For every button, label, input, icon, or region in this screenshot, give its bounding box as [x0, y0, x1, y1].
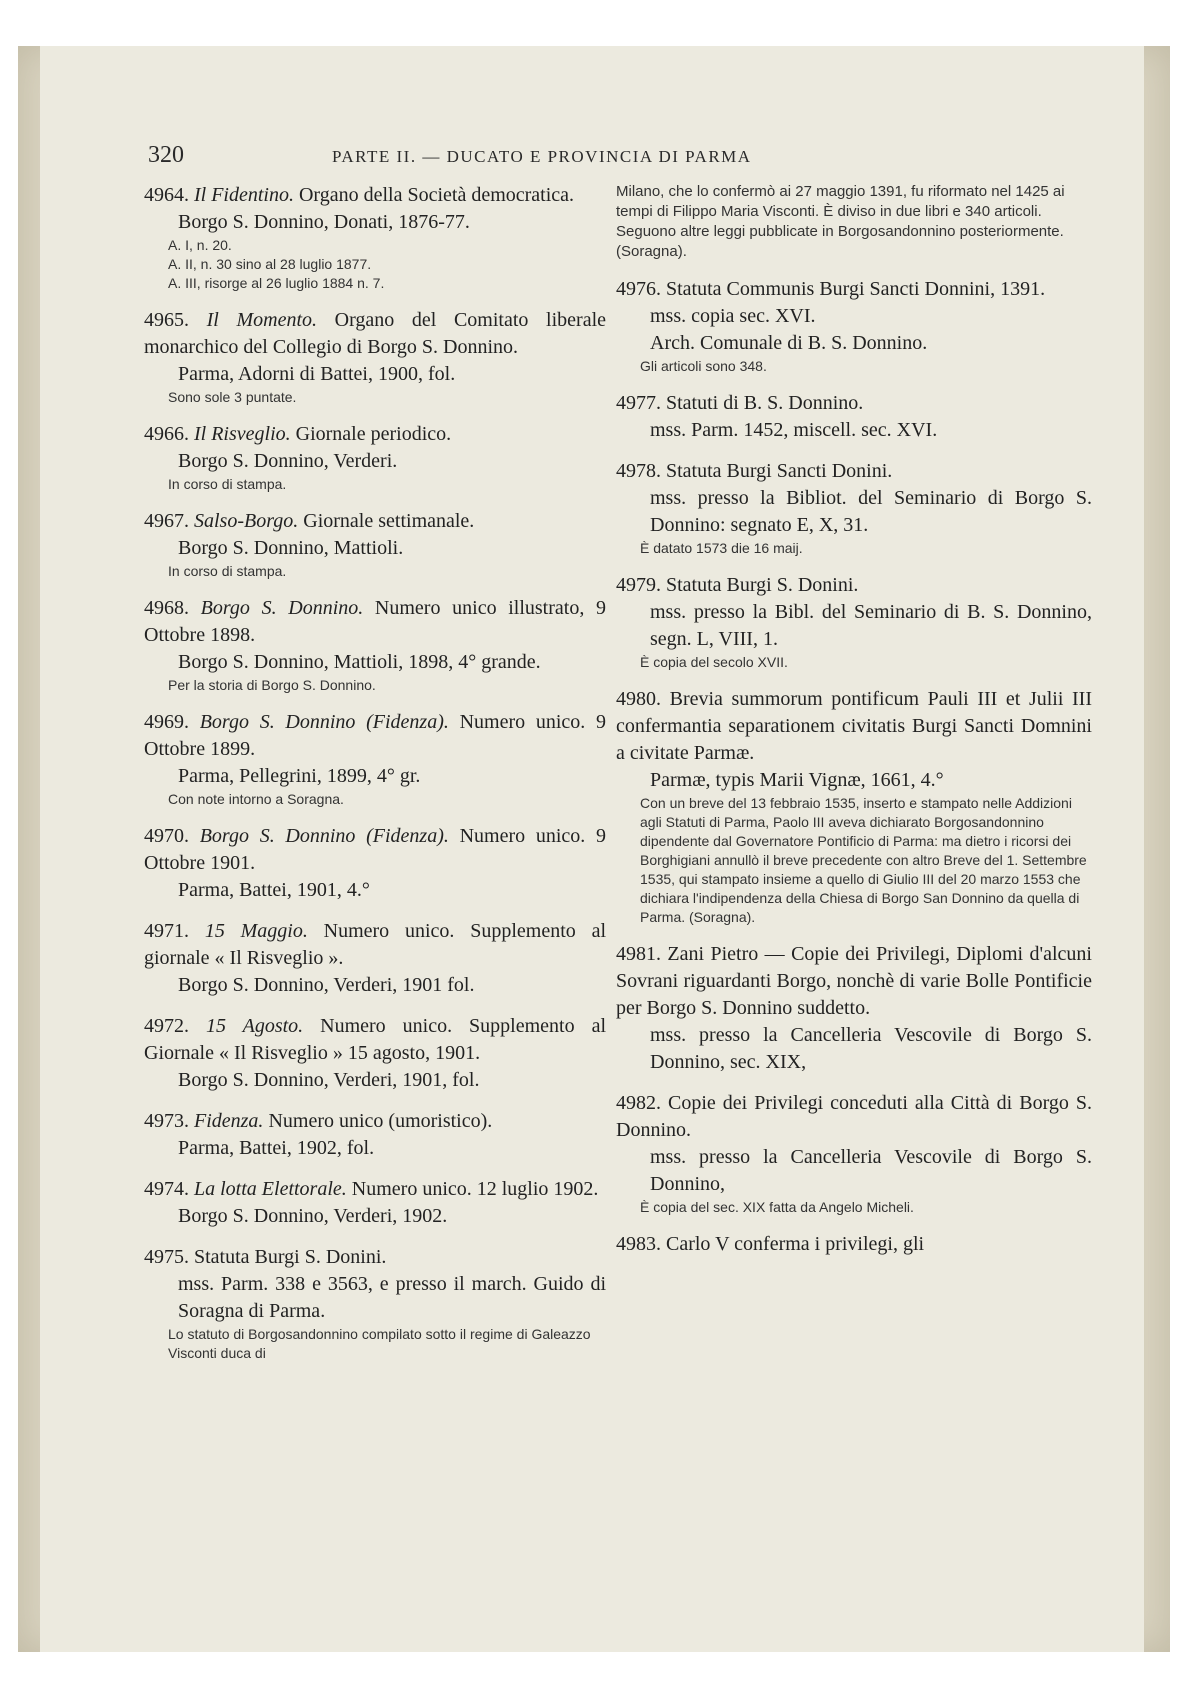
- entry-heading: [144, 1176, 606, 1203]
- entry-heading: [616, 1231, 1092, 1258]
- entry-text: Statuta Burgi S. Donini.: [666, 574, 859, 596]
- entry-number: 4965.: [144, 309, 189, 331]
- entry-imprint: Arch. Comunale di B. S. Donnino.: [650, 332, 928, 354]
- entry-heading: [144, 823, 606, 877]
- bibliography-entry: [144, 918, 606, 999]
- entry-heading: [144, 307, 606, 361]
- entry-title: Il Risveglio.: [194, 423, 291, 445]
- entry-text: Statuta Communis Burgi Sancti Donnini, 1391.: [666, 278, 1046, 300]
- entry-text: Organo della Società democratica.: [293, 184, 575, 206]
- entry-note: Lo statuto di Borgosandonnino compilato sotto il regime di Galeazzo Visconti duca di: [168, 1326, 591, 1361]
- entry-text: Numero unico. 9 Ottobre 1901.: [144, 825, 606, 874]
- left-column: [144, 182, 606, 1377]
- entry-note: Sono sole 3 puntate.: [168, 389, 297, 405]
- entry-text: Giornale periodico.: [290, 423, 452, 445]
- entry-number: 4983.: [616, 1233, 661, 1255]
- right-column: [616, 182, 1092, 1272]
- entry-note: Con note intorno a Soragna.: [168, 791, 344, 807]
- entry-imprint: Borgo S. Donnino, Verderi.: [178, 450, 398, 472]
- entry-imprint: Borgo S. Donnino, Verderi, 1901, fol.: [178, 1069, 480, 1091]
- entry-note: Con un breve del 13 febbraio 1535, inserto e stampato nelle Addizioni agli Statuti di Parma, Paolo III aveva dichiarato Borgosandonnino dipendente dal Governatore Pontificio di Parma: ma dietro i ricorsi dei Borghigiani annullò il breve precedente con altro Breve del 1. Settembre 1535, qui stampato insieme a quello di Giulio III del 20 marzo 1553 che dichiara l'indipendenza della Chiesa di Borgo San Donnino da quella di Parma. (Soragna).: [640, 795, 1087, 925]
- entry-heading: [616, 276, 1092, 303]
- bibliography-entry: [144, 307, 606, 407]
- entry-heading: [616, 1090, 1092, 1144]
- entry-heading: [144, 1013, 606, 1067]
- entry-title: Il Momento.: [206, 309, 318, 331]
- entry-heading: [616, 390, 1092, 417]
- entry-heading: [616, 458, 1092, 485]
- entry-note: È copia del sec. XIX fatta da Angelo Micheli.: [640, 1199, 914, 1215]
- entry-heading: [144, 421, 606, 448]
- entry-heading: [616, 686, 1092, 767]
- bibliography-entry: [144, 595, 606, 695]
- entry-note: In corso di stampa.: [168, 563, 287, 579]
- entry-text: Statuta Burgi S. Donini.: [194, 1246, 387, 1268]
- entry-number: 4979.: [616, 574, 661, 596]
- entry-heading: [144, 1244, 606, 1271]
- entry-text: Statuta Burgi Sancti Donini.: [666, 460, 893, 482]
- entry-note: Gli articoli sono 348.: [640, 358, 767, 374]
- bibliography-entry: [616, 686, 1092, 927]
- page-header: [40, 142, 1144, 172]
- entry-imprint: mss. copia sec. XVI.: [650, 305, 816, 327]
- entry-note: A. I, n. 20.: [168, 237, 232, 253]
- entry-number: 4975.: [144, 1246, 189, 1268]
- entry-number: 4977.: [616, 392, 661, 414]
- entry-imprint: Parma, Pellegrini, 1899, 4° gr.: [178, 765, 421, 787]
- entry-number: 4971.: [144, 920, 189, 942]
- entry-title: La lotta Elettorale.: [194, 1178, 347, 1200]
- entry-number: 4973.: [144, 1110, 189, 1132]
- bibliography-entry: [144, 1013, 606, 1094]
- entry-imprint: Borgo S. Donnino, Verderi, 1902.: [178, 1205, 448, 1227]
- entry-text: Carlo V conferma i privilegi, gli: [666, 1233, 925, 1255]
- running-title: PARTE II. — DUCATO E PROVINCIA DI PARMA: [332, 147, 752, 166]
- entry-title: Il Fidentino.: [194, 184, 294, 206]
- bibliography-entry: [616, 390, 1092, 444]
- entry-note: È datato 1573 die 16 maij.: [640, 540, 803, 556]
- page-number: 320: [148, 142, 184, 168]
- bibliography-entry: [144, 1108, 606, 1162]
- entry-number: 4967.: [144, 510, 189, 532]
- entry-imprint: Parmæ, typis Marii Vignæ, 1661, 4.°: [650, 769, 944, 791]
- bibliography-entry: [616, 1090, 1092, 1217]
- entry-number: 4980.: [616, 688, 661, 710]
- bibliography-entry: [144, 421, 606, 494]
- entry-number: 4966.: [144, 423, 189, 445]
- entry-imprint: Parma, Battei, 1902, fol.: [178, 1137, 375, 1159]
- entry-title: Fidenza.: [194, 1110, 264, 1132]
- bibliography-entry: [144, 709, 606, 809]
- entry-note: In corso di stampa.: [168, 476, 287, 492]
- entry-text: Numero unico. 12 luglio 1902.: [346, 1178, 599, 1200]
- entry-number: 4974.: [144, 1178, 189, 1200]
- entry-text: Numero unico (umoristico).: [263, 1110, 493, 1132]
- bibliography-entry: [616, 941, 1092, 1076]
- entry-imprint: Borgo S. Donnino, Mattioli, 1898, 4° grande.: [178, 651, 541, 673]
- entry-imprint: Borgo S. Donnino, Mattioli.: [178, 537, 404, 559]
- note-text: Milano, che lo confermò ai 27 maggio 1391, fu riformato nel 1425 ai tempi di Filippo Maria Visconti. È diviso in due libri e 340 articoli. Seguono altre leggi pubblicate in Borgosandonnino posteriormente. (Soragna).: [616, 183, 1065, 260]
- entry-title: Borgo S. Donnino (Fidenza).: [199, 711, 449, 733]
- entry-text: Statuti di B. S. Donnino.: [666, 392, 864, 414]
- entry-text: Numero unico. Supplemento al giornale « Il Risveglio ».: [144, 920, 607, 969]
- entry-text: Zani Pietro — Copie dei Privilegi, Diplomi d'alcuni Sovrani riguardanti Borgo, nonchè di varie Bolle Pontificie per Borgo S. Donnino suddetto.: [616, 943, 1092, 1019]
- bibliography-entry: [144, 1244, 606, 1363]
- bibliography-entry: [616, 276, 1092, 376]
- bibliography-entry: [144, 1176, 606, 1230]
- entry-number: 4982.: [616, 1092, 661, 1114]
- bibliography-entry: [616, 572, 1092, 672]
- entry-heading: [616, 572, 1092, 599]
- entry-number: 4969.: [144, 711, 189, 733]
- entry-text: Brevia summorum pontificum Pauli III et Julii III confermantia separationem civitatis Burgi Sancti Domnini a civitate Parmæ.: [616, 688, 1092, 764]
- entry-heading: [144, 1108, 606, 1135]
- entry-note: A. II, n. 30 sino al 28 luglio 1877.: [168, 256, 372, 272]
- entry-imprint: mss. Parm. 1452, miscell. sec. XVI.: [650, 419, 938, 441]
- bibliography-entry: [616, 458, 1092, 558]
- entry-heading: [144, 182, 606, 209]
- entry-text: Numero unico. 9 Ottobre 1899.: [144, 711, 606, 760]
- bibliography-entry: [616, 1231, 1092, 1258]
- entry-title: Borgo S. Donnino (Fidenza).: [199, 825, 449, 847]
- entry-title: Salso-Borgo.: [194, 510, 299, 532]
- entry-note: Per la storia di Borgo S. Donnino.: [168, 677, 376, 693]
- entry-imprint: Borgo S. Donnino, Donati, 1876-77.: [178, 211, 470, 233]
- continued-note: [616, 182, 1092, 262]
- bibliography-entry: [144, 182, 606, 293]
- entry-text: Numero unico illustrato, 9 Ottobre 1898.: [144, 597, 607, 646]
- entry-text: Giornale settimanale.: [298, 510, 475, 532]
- entry-number: 4970.: [144, 825, 189, 847]
- entry-number: 4976.: [616, 278, 661, 300]
- entry-number: 4968.: [144, 597, 189, 619]
- entry-note: A. III, risorge al 26 luglio 1884 n. 7.: [168, 275, 385, 291]
- entry-imprint: mss. presso la Bibl. del Seminario di B. S. Donnino, segn. L, VIII, 1.: [650, 601, 1092, 650]
- bibliography-entry: [144, 823, 606, 904]
- entry-heading: [144, 595, 606, 649]
- entry-title: Borgo S. Donnino.: [200, 597, 364, 619]
- entry-number: 4978.: [616, 460, 661, 482]
- entry-imprint: Parma, Battei, 1901, 4.°: [178, 879, 370, 901]
- entry-imprint: mss. presso la Cancelleria Vescovile di Borgo S. Donnino,: [650, 1146, 1092, 1195]
- entry-heading: [144, 918, 606, 972]
- entry-imprint: mss. Parm. 338 e 3563, e presso il march. Guido di Soragna di Parma.: [178, 1273, 606, 1322]
- entry-heading: [616, 941, 1092, 1022]
- entry-text: Organo del Comitato liberale monarchico del Collegio di Borgo S. Donnino.: [144, 309, 606, 358]
- entry-note: È copia del secolo XVII.: [640, 654, 788, 670]
- entry-number: 4964.: [144, 184, 189, 206]
- entry-heading: [144, 709, 606, 763]
- entry-title: 15 Maggio.: [204, 920, 308, 942]
- entry-text: Copie dei Privilegi conceduti alla Città di Borgo S. Donnino.: [616, 1092, 1092, 1141]
- page: [40, 46, 1144, 1652]
- entry-heading: [144, 508, 606, 535]
- entry-imprint: mss. presso la Cancelleria Vescovile di Borgo S. Donnino, sec. XIX,: [650, 1024, 1092, 1073]
- bibliography-entry: [144, 508, 606, 581]
- entry-imprint: Borgo S. Donnino, Verderi, 1901 fol.: [178, 974, 475, 996]
- entry-imprint: mss. presso la Bibliot. del Seminario di Borgo S. Donnino: segnato E, X, 31.: [650, 487, 1092, 536]
- entry-number: 4972.: [144, 1015, 189, 1037]
- entry-title: 15 Agosto.: [205, 1015, 304, 1037]
- entry-imprint: Parma, Adorni di Battei, 1900, fol.: [178, 363, 456, 385]
- entry-text: Numero unico. Supplemento al Giornale « Il Risveglio » 15 agosto, 1901.: [144, 1015, 607, 1064]
- entry-number: 4981.: [616, 943, 661, 965]
